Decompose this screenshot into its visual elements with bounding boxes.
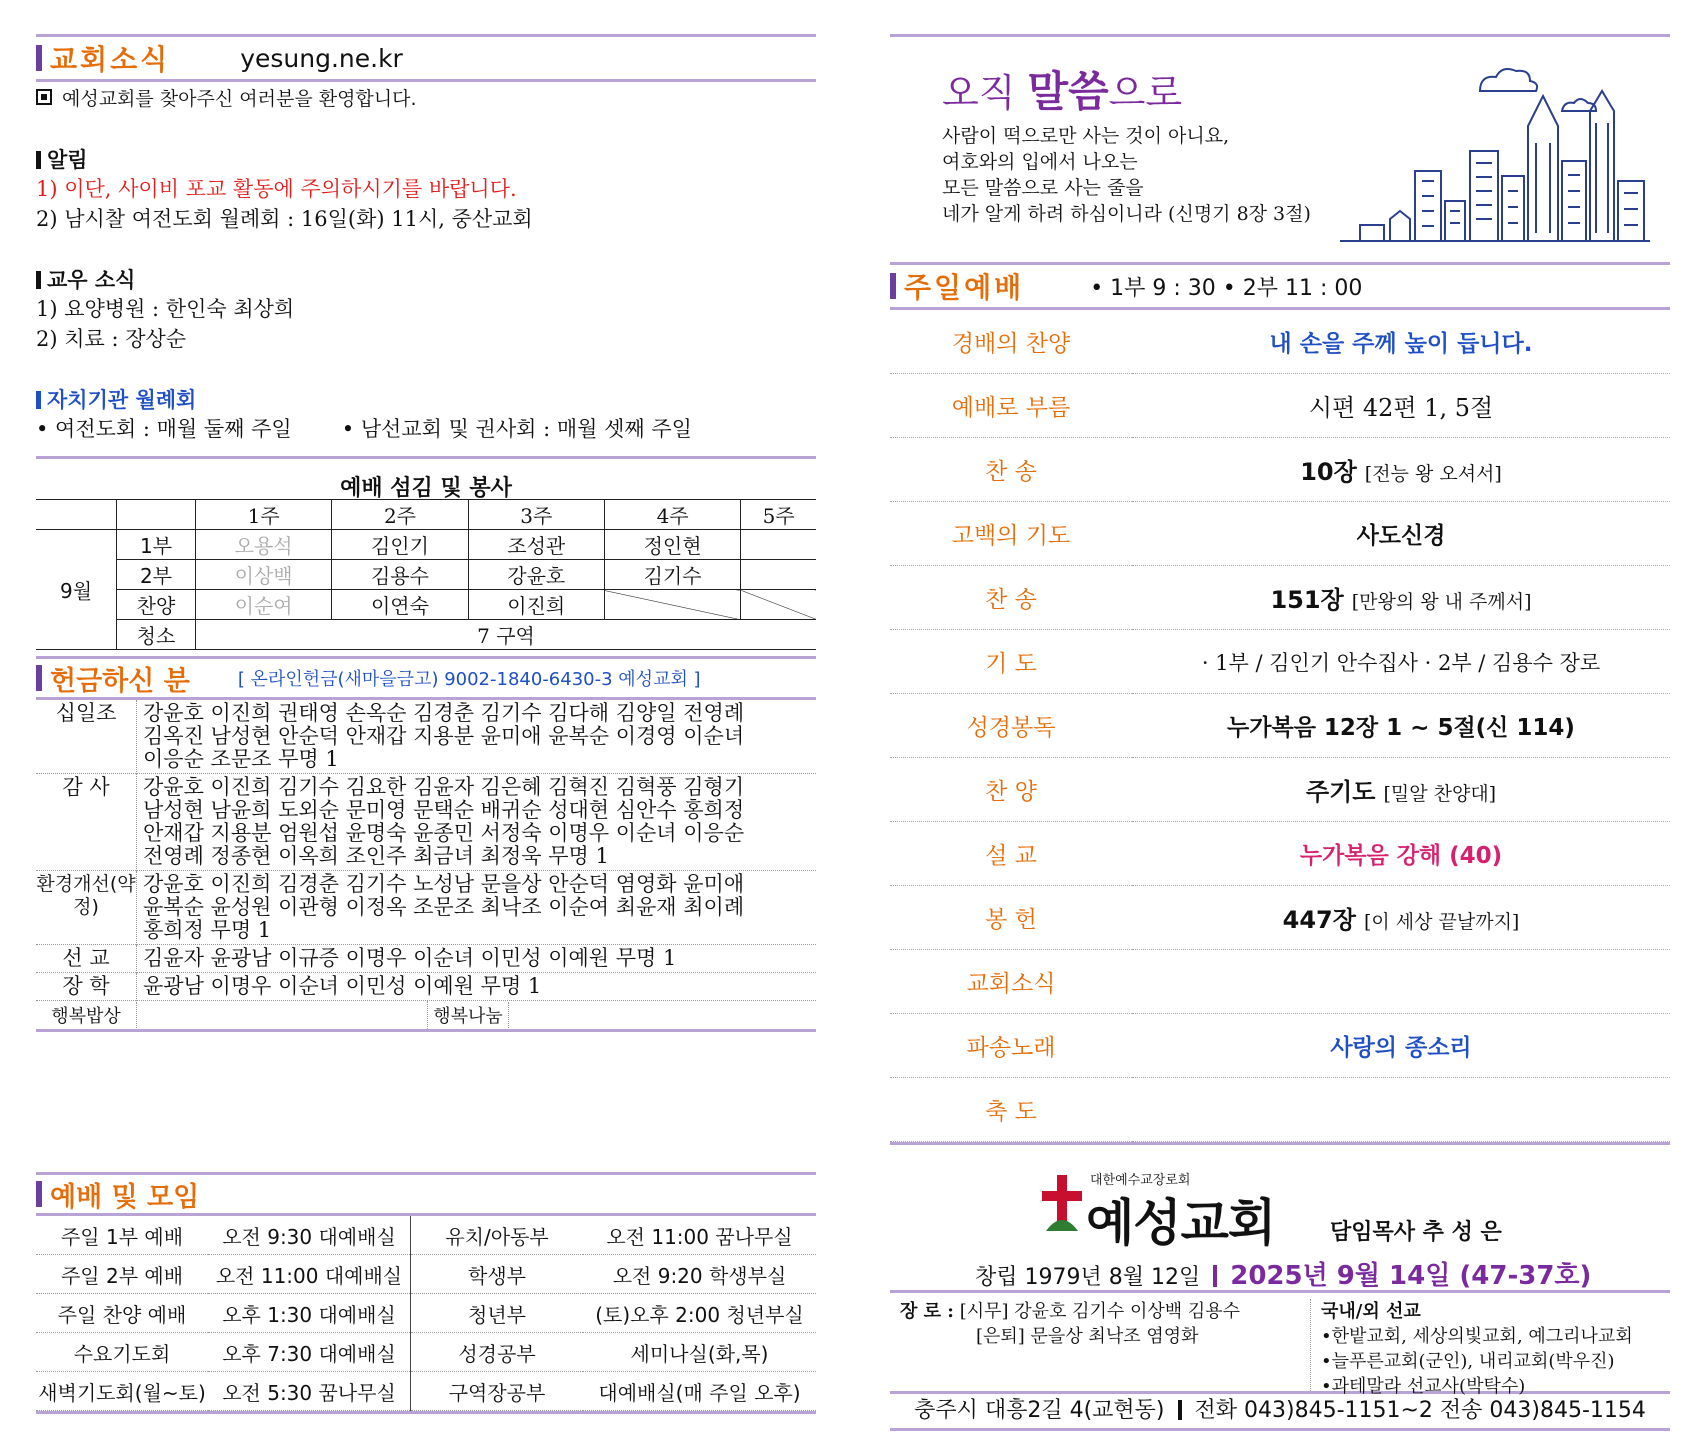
offering-names: 김윤자 윤광남 이규증 이명우 이순녀 이민성 이예원 무명 1 (143, 946, 677, 970)
offering-table (36, 700, 816, 1001)
worship-label: 경배의 찬양 (890, 310, 1132, 374)
denomination: 대한예수교장로회 (1090, 1173, 1191, 1188)
worship-item (890, 630, 1670, 694)
worship-item (890, 822, 1670, 886)
worship-value: 447장 [이 세상 끝날까지] (1132, 886, 1670, 950)
meeting-row: 새벽기도회(월~토) 오전 5:30 꿈나무실 구역장공부 대예배실(매 주일 오후) (36, 1372, 816, 1411)
offering-row (36, 700, 816, 774)
meeting-row: 주일 1부 예배 오전 9:30 대예배실 유치/아동부 오전 11:00 꿈나무실 (36, 1216, 816, 1255)
worship-value: 사랑의 종소리 (1132, 1014, 1670, 1078)
worship-header: 주일예배 • 1부 9 : 30 • 2부 11 : 00 (890, 265, 1670, 307)
church-name: 예성교회 (1086, 1194, 1276, 1252)
verse-heading: 오직 말씀으로 (942, 67, 1183, 116)
welcome-line: 예성교회를 찾아주신 여러분을 환영합니다. (36, 84, 816, 114)
site-url[interactable]: yesung.ne.kr (240, 43, 403, 73)
worship-item (890, 438, 1670, 502)
section-bar (36, 1181, 42, 1207)
meeting-row: 주일 2부 예배 오전 11:00 대예배실 학생부 오전 9:20 학생부실 (36, 1255, 816, 1294)
offering-header: 헌금하신 분 [ 온라인헌금(새마을금고) 9002-1840-6430-3 예성교회 ] (36, 659, 816, 697)
online-account: [ 온라인헌금(새마을금고) 9002-1840-6430-3 예성교회 ] (237, 669, 701, 690)
worship-label: 축 도 (890, 1078, 1132, 1142)
member-2: 2) 치료 : 장상순 (36, 327, 187, 351)
verse-box (890, 37, 1670, 262)
elders: 장 로 : [시무] 강윤호 김기수 이상백 김용수 [은퇴] 문을상 최낙조 염영화 (890, 1299, 1311, 1391)
worship-label: 교회소식 (890, 950, 1132, 1014)
month-cell: 9월 (36, 530, 117, 650)
groups-heading: 자치기관 월례회 (36, 384, 816, 414)
worship-item (890, 1078, 1670, 1142)
notice-1: 1) 이단, 사이비 포교 활동에 주의하시기를 바랍니다. (36, 177, 517, 201)
worship-label: 찬 송 (890, 566, 1132, 630)
worship-label: 설 교 (890, 822, 1132, 886)
contact-line: 충주시 대흥2길 4(교현동) 전화 043)845-1151~2 전송 043)845-1154 (914, 1398, 1646, 1423)
duty-title: 예배 섬김 및 봉사 (340, 476, 512, 501)
worship-value (1132, 1078, 1670, 1142)
verse-text: 사람이 떡으로만 사는 것이 아니요, 여호와의 입에서 나오는 모든 말씀으로 사는 줄을 네가 알게 하려 하심이니라 (신명기 8장 3절) (942, 125, 1311, 225)
worship-label: 기 도 (890, 630, 1132, 694)
section-bar (890, 273, 896, 299)
worship-label: 예배로 부름 (890, 374, 1132, 438)
worship-times: • 1부 9 : 30 • 2부 11 : 00 (1090, 275, 1363, 301)
meeting-row: 수요기도회 오후 7:30 대예배실 성경공부 세미나실(화,목) (36, 1333, 816, 1372)
meetings-header: 예배 및 모임 (36, 1175, 816, 1213)
meal-row: 행복밥상 행복나눔 (36, 1001, 816, 1032)
offering-names: 강윤호 이진희 김경춘 김기수 노성남 문을상 안순덕 염영화 윤미애 윤복순 윤성원 이관형 이정옥 조문조 최낙조 이순여 최윤재 최이례 홍희정 무명 1 (143, 872, 745, 942)
worship-item (890, 310, 1670, 374)
worship-value: 주기도 [밀알 찬양대] (1132, 758, 1670, 822)
worship-item (890, 566, 1670, 630)
offering-label: 십일조 (36, 700, 137, 774)
worship-value (1132, 950, 1670, 1014)
meeting-row: 주일 찬양 예배 오후 1:30 대예배실 청년부 (토)오후 2:00 청년부실 (36, 1294, 816, 1333)
member-1: 1) 요양병원 : 한인숙 최상희 (36, 297, 295, 321)
worship-value: 누가복음 강해 (40) (1132, 822, 1670, 886)
meetings-table (36, 1216, 816, 1411)
news-header (36, 37, 816, 79)
worship-item (890, 950, 1670, 1014)
worship-item (890, 374, 1670, 438)
pastor: 담임목사 추 성 은 (1330, 1220, 1502, 1245)
offering-label: 장 학 (36, 973, 137, 1001)
heading-bar (36, 391, 41, 409)
worship-item (890, 502, 1670, 566)
worship-value: 누가복음 12장 1 ~ 5절(신 114) (1132, 694, 1670, 758)
offering-row (36, 774, 816, 871)
bottom-rule (890, 1428, 1670, 1431)
offering-row (36, 973, 816, 1001)
empty-cell (604, 590, 740, 620)
worship-value: 사도신경 (1132, 502, 1670, 566)
worship-value: 10장 [전능 왕 오셔서] (1132, 438, 1670, 502)
right-column (890, 34, 1670, 1431)
square-icon (36, 89, 52, 105)
offering-names: 강윤호 이진희 김기수 김요한 김윤자 김은혜 김혁진 김혁풍 김형기 남성현 남윤희 도외순 문미영 문택순 배귀순 성대현 심안수 홍희정 안재갑 지용분 엄원섭 윤명숙 윤종민 서정숙 이명우 이순녀 이응순 전영례 정종현 이옥희 조인주 최금녀 최정욱 무명 1 (143, 775, 745, 868)
missions: 국내/외 선교 •한밭교회, 세상의빛교회, 예그리나교회 •늘푸른교회(군인), 내리교회(박우진) •과테말라 선교사(박탁수) (1321, 1301, 1633, 1397)
section-bar (36, 45, 42, 71)
worship-value: · 1부 / 김인기 안수집사 · 2부 / 김용수 장로 (1132, 630, 1670, 694)
notice-heading: 알림 (36, 144, 816, 174)
church-info (890, 1145, 1670, 1290)
section-bar (36, 665, 42, 691)
worship-label: 봉 헌 (890, 886, 1132, 950)
worship-label: 성경봉독 (890, 694, 1132, 758)
news-title: 교회소식 (50, 43, 171, 76)
offering-row (36, 945, 816, 973)
offering-names: 윤광남 이명우 이순녀 이민성 이예원 무명 1 (143, 974, 542, 998)
offering-label: 환경개선(약정) (36, 871, 137, 945)
offering-row (36, 871, 816, 945)
worship-item (890, 886, 1670, 950)
offering-names: 강윤호 이진희 권태영 손옥순 김경춘 김기수 김다해 김양일 전영례 김옥진 남성현 안순덕 안재갑 지용분 윤미애 윤복순 이경영 이순녀 이응순 조문조 무명 1 (143, 701, 745, 771)
rule (36, 79, 816, 82)
duty-table: 1주 2주 3주 4주 5주 9월 1부 오용석 김인기 조성관 정인현 2부 이상백 김용수 강윤호 김기수 찬양 이순여 이연숙 이진희 청소 7 구역 (36, 499, 816, 650)
worship-label: 고백의 기도 (890, 502, 1132, 566)
members-heading: 교우 소식 (36, 264, 816, 294)
heading-bar (36, 151, 41, 169)
rule (36, 1411, 816, 1414)
worship-label: 찬 양 (890, 758, 1132, 822)
worship-label: 찬 송 (890, 438, 1132, 502)
worship-value: 시편 42편 1, 5절 (1132, 374, 1670, 438)
city-skyline-icon (1330, 51, 1660, 251)
worship-label: 파송노래 (890, 1014, 1132, 1078)
groups-line: • 여전도회 : 매월 둘째 주일 • 남선교회 및 권사회 : 매월 셋째 주일 (36, 417, 692, 441)
date-line: 창립 1979년 8월 12일 2025년 9월 14일 (47-37호) (975, 1261, 1592, 1291)
worship-value: 내 손을 주께 높이 듭니다. (1132, 310, 1670, 374)
rule (36, 456, 816, 459)
worship-item (890, 758, 1670, 822)
empty-cell (741, 590, 816, 620)
cross-logo-icon (1040, 1173, 1084, 1233)
left-column (36, 34, 816, 1414)
offering-label: 선 교 (36, 945, 137, 973)
offering-label: 감 사 (36, 774, 137, 871)
elders-missions (890, 1293, 1670, 1397)
worship-item (890, 694, 1670, 758)
worship-value: 151장 [만왕의 왕 내 주께서] (1132, 566, 1670, 630)
worship-item (890, 1014, 1670, 1078)
heading-bar (36, 271, 41, 289)
worship-order (890, 310, 1670, 1142)
notice-2: 2) 남시찰 여전도회 월례회 : 16일(화) 11시, 중산교회 (36, 207, 533, 231)
